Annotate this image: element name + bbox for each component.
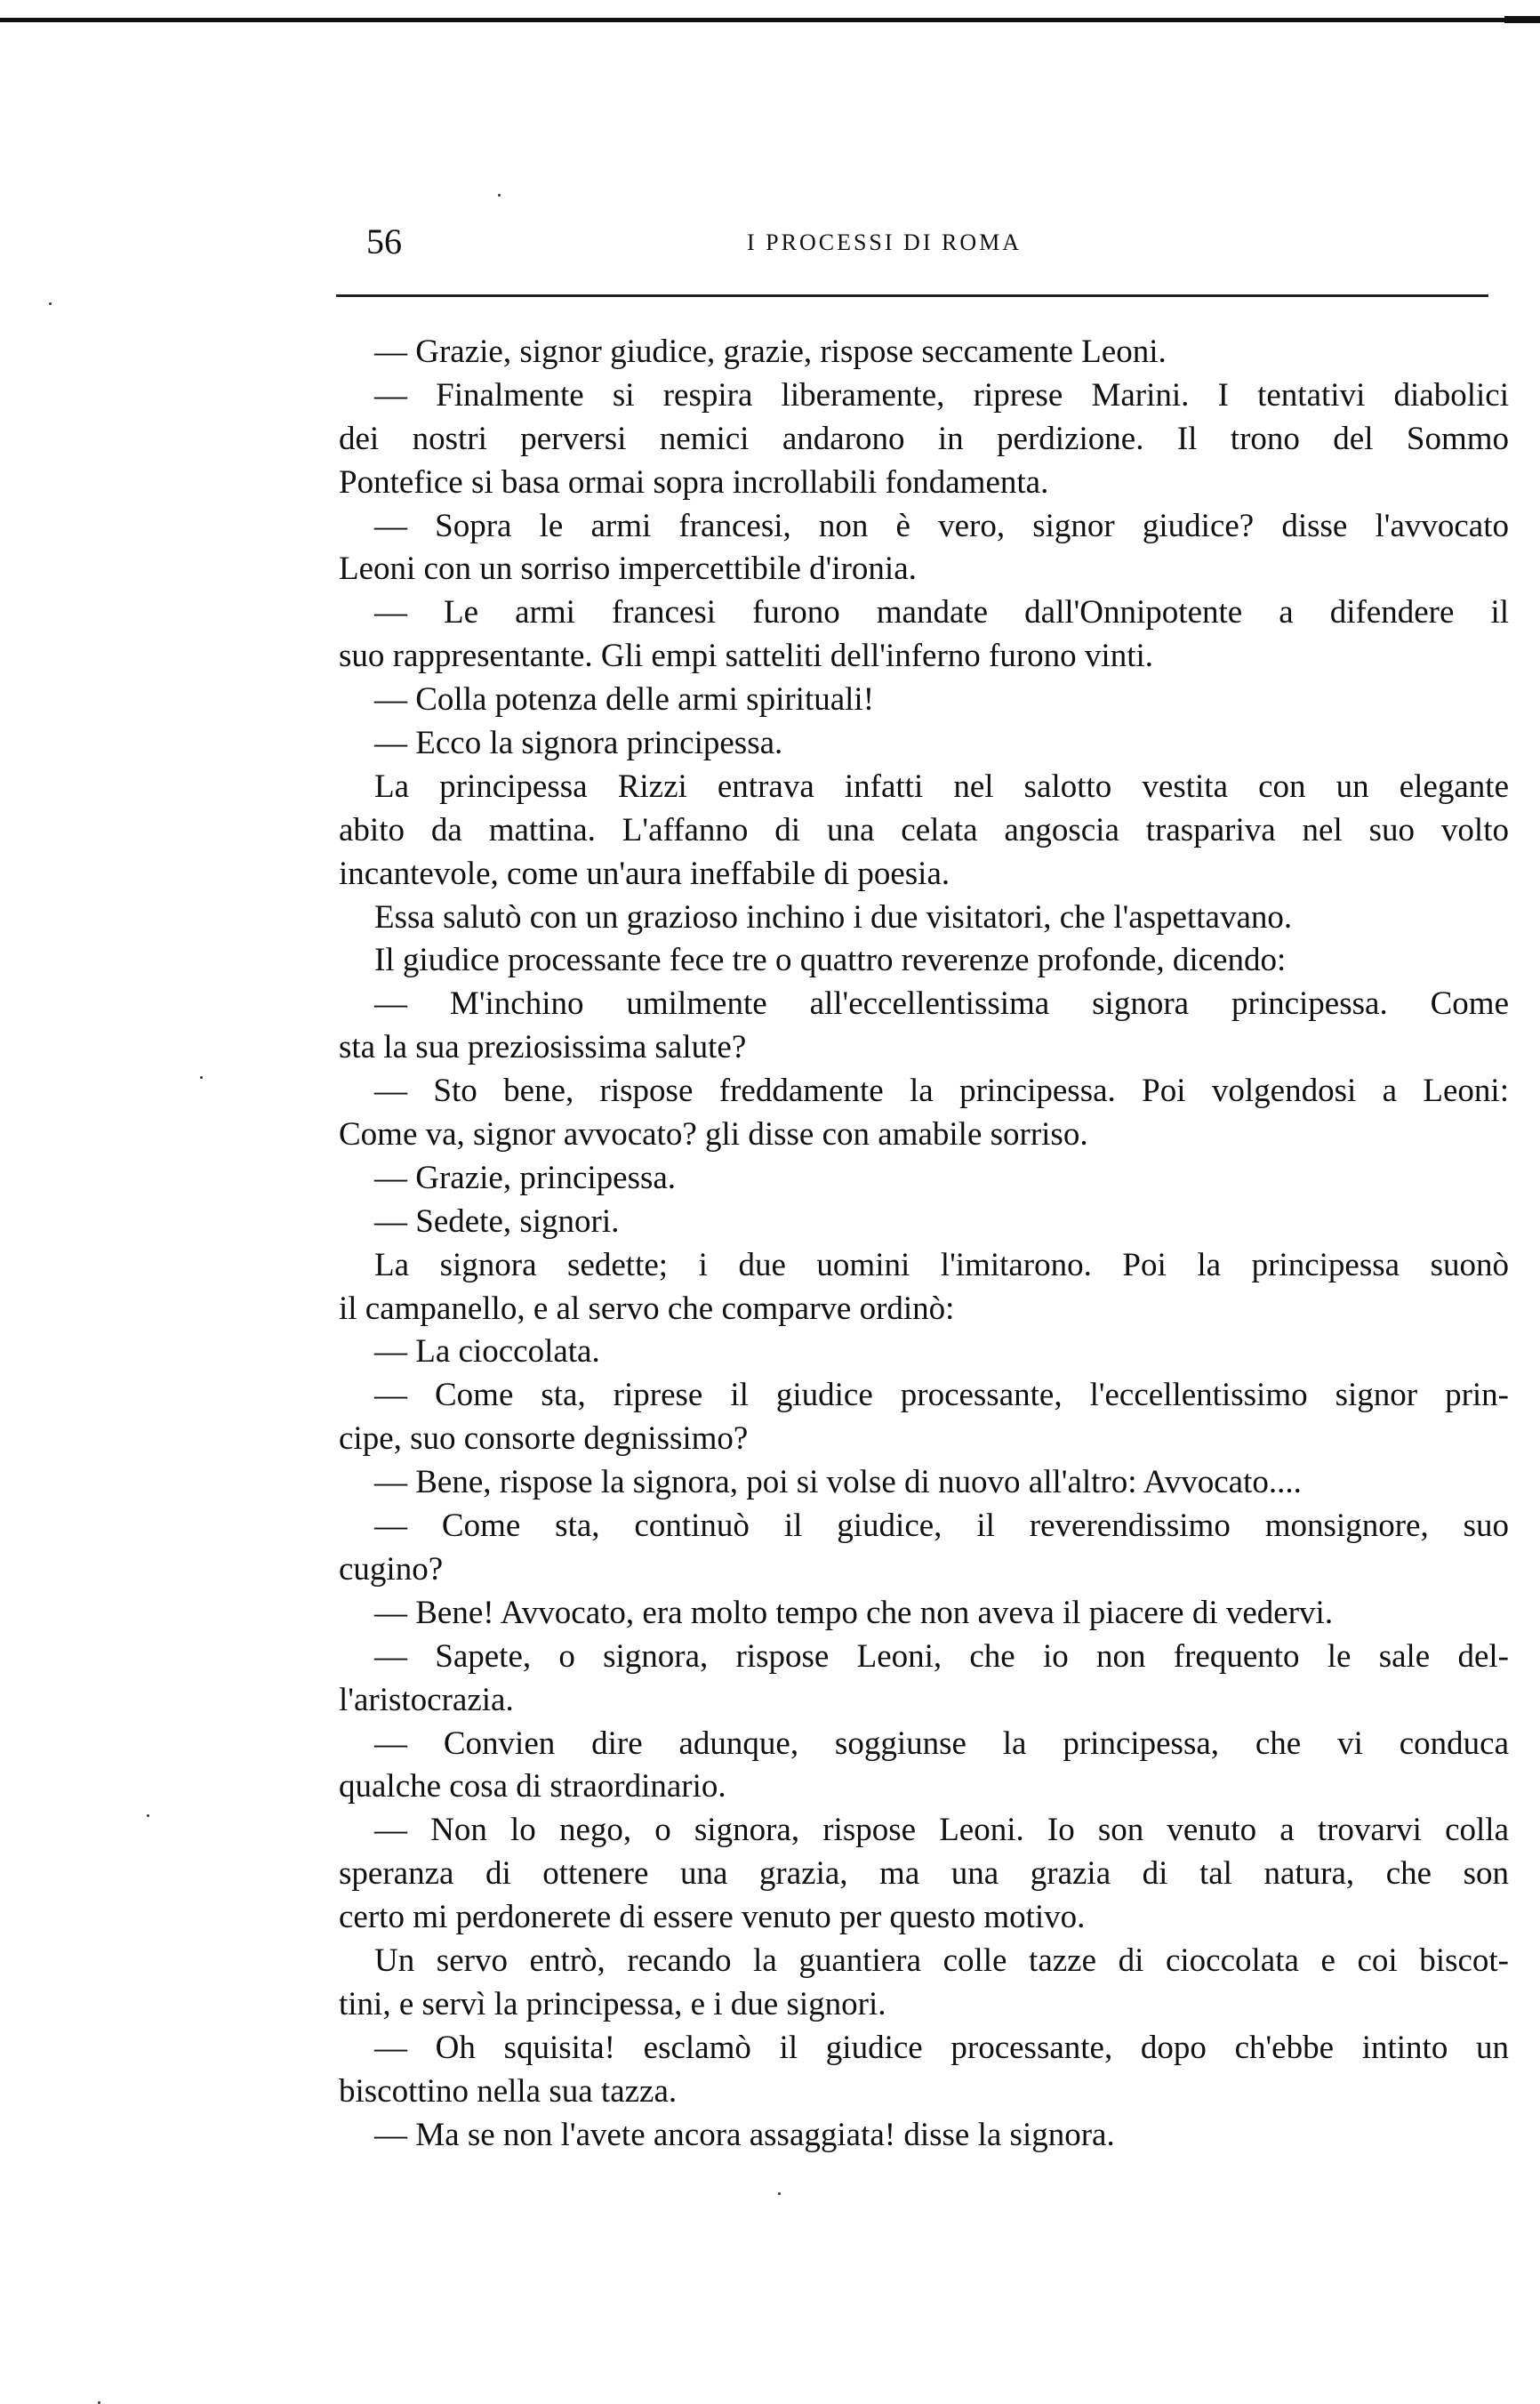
text-line: — Non lo nego, o signora, rispose Leoni. Io son venuto a trovarvi colla — [374, 1812, 1509, 1849]
text-line: — Ecco la signora principessa. — [374, 725, 783, 762]
body-text — [339, 331, 1509, 2157]
page-number: 56 — [366, 221, 402, 261]
text-line: — Colla potenza delle armi spirituali! — [374, 681, 875, 719]
text-line: — Sapete, o signora, rispose Leoni, che io non frequento le sale del- — [374, 1637, 1509, 1675]
text-line: l'aristocrazia. — [339, 1681, 514, 1718]
text-line: — Bene, rispose la signora, poi si volse di nuovo all'altro: Avvocato.... — [374, 1464, 1302, 1501]
text-line: — Come sta, riprese il giudice processante, l'eccellentissimo signor prin- — [374, 1377, 1509, 1414]
text-line: il campanello, e al servo che comparve ordinò: — [339, 1290, 955, 1327]
text-line: Pontefice si basa ormai sopra incrollabili fondamenta. — [339, 463, 1049, 501]
text-line: La signora sedette; i due uomini l'imitarono. Poi la principessa suonò — [374, 1246, 1509, 1283]
text-line: abito da mattina. L'affanno di una celata angoscia traspariva nel suo volto — [339, 811, 1509, 848]
scan-speck — [498, 194, 501, 197]
scan-speck — [147, 1814, 149, 1817]
text-line: — La cioccolata. — [374, 1333, 600, 1371]
header-rule — [336, 294, 1488, 297]
text-line: suo rappresentante. Gli empi satteliti dell'inferno furono vinti. — [339, 638, 1154, 675]
text-line: — Ma se non l'avete ancora assaggiata! disse la signora. — [374, 2116, 1115, 2153]
text-line: — Oh squisita! esclamò il giudice processante, dopo ch'ebbe intinto un — [374, 2029, 1509, 2066]
text-line: biscottino nella sua tazza. — [339, 2072, 678, 2110]
text-line: Essa salutò con un grazioso inchino i due visitatori, che l'aspettavano. — [374, 898, 1293, 936]
text-line: — Bene! Avvocato, era molto tempo che non aveva il piacere di vedervi. — [374, 1594, 1334, 1631]
text-line: sta la sua preziosissima salute? — [339, 1029, 747, 1066]
text-line: Un servo entrò, recando la guantiera colle tazze di cioccolata e coi biscot- — [374, 1942, 1509, 1979]
text-line: incantevole, come un'aura ineffabile di poesia. — [339, 855, 950, 892]
text-line: cipe, suo consorte degnissimo? — [339, 1420, 749, 1458]
text-line: Leoni con un sorriso impercettibile d'ironia. — [339, 551, 917, 588]
text-line: — Le armi francesi furono mandate dall'Onnipotente a difendere il — [374, 594, 1509, 631]
scan-speck — [200, 1076, 203, 1079]
running-title: I PROCESSI DI ROMA — [747, 229, 1022, 255]
text-line: speranza di ottenere una grazia, ma una grazia di tal natura, che son — [339, 1855, 1509, 1893]
text-line: — Sedete, signori. — [374, 1202, 620, 1240]
text-line: Come va, signor avvocato? gli disse con amabile sorriso. — [339, 1116, 1088, 1154]
text-line: — Finalmente si respira liberamente, riprese Marini. I tentativi diabolici — [374, 376, 1509, 414]
text-line: — Grazie, signor giudice, grazie, rispose seccamente Leoni. — [374, 334, 1167, 370]
scan-speck — [49, 302, 52, 305]
text-line: — Sopra le armi francesi, non è vero, signor giudice? disse l'avvocato — [374, 507, 1509, 544]
text-line: tini, e servì la principessa, e i due signori. — [339, 1985, 886, 2022]
text-line: cugino? — [339, 1550, 444, 1588]
text-line: certo mi perdonerete di essere venuto per questo motivo. — [339, 1899, 1086, 1936]
text-line: Il giudice processante fece tre o quattro reverenze profonde, dicendo: — [374, 942, 1287, 979]
scan-speck — [778, 2192, 781, 2195]
text-line: — M'inchino umilmente all'eccellentissima signora principessa. Come — [374, 985, 1509, 1023]
text-line: — Come sta, continuò il giudice, il reverendissimo monsignore, suo — [374, 1508, 1509, 1545]
text-line: dei nostri perversi nemici andarono in perdizione. Il trono del Sommo — [339, 420, 1509, 457]
text-line: — Grazie, principessa. — [374, 1159, 677, 1196]
scan-top-edge-rule — [0, 18, 1540, 22]
text-line: — Sto bene, rispose freddamente la principessa. Poi volgendosi a Leoni: — [374, 1073, 1509, 1110]
text-line: — Convien dire adunque, soggiunse la principessa, che vi conduca — [374, 1725, 1509, 1762]
text-line: qualche cosa di straordinario. — [339, 1768, 726, 1805]
text-line: La principessa Rizzi entrava infatti nel salotto vestita con un elegante — [374, 768, 1509, 805]
